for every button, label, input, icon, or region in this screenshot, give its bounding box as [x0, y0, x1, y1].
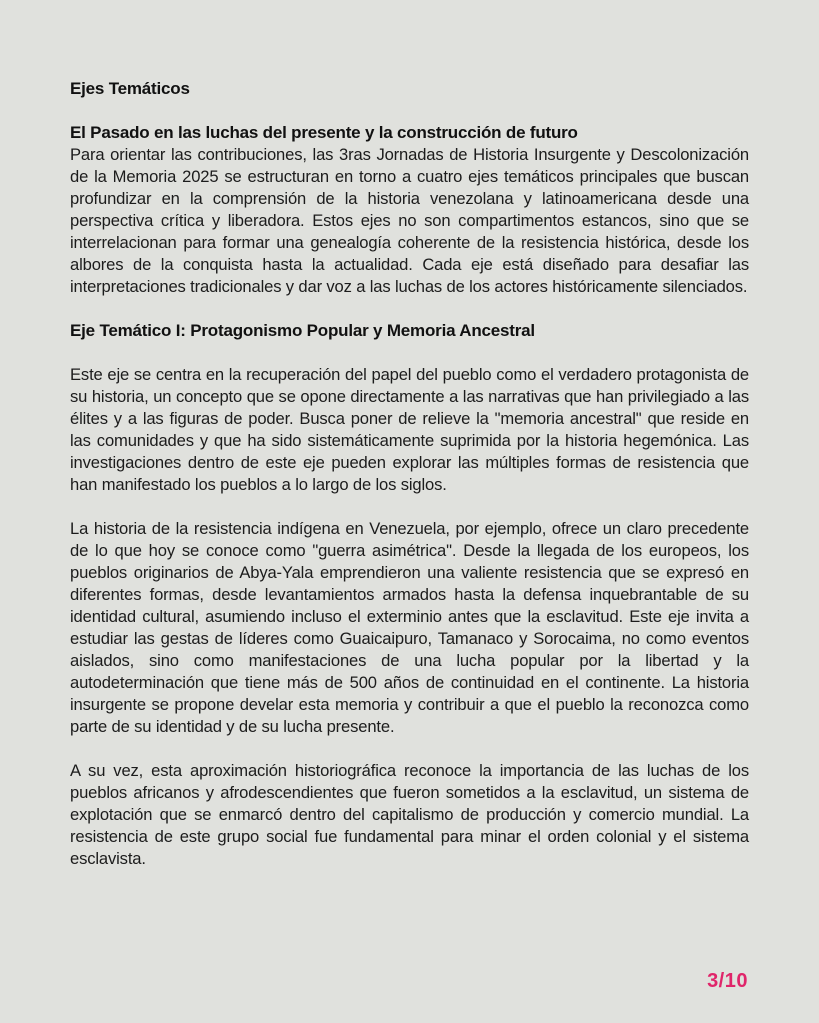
section-1-paragraph-1: Este eje se centra en la recuperación del papel del pueblo como el verdadero protagonista de su historia, un concepto que se opone directamente a las narrativas que han privilegiado a las élites y a las figuras de poder. Busca poner de relieve la "memoria ancestral" que reside en las comunidades y que ha sido sistemáticamente suprimida por la historia hegemónica. Las investigaciones dentro de este eje pueden explorar las múltiples formas de resistencia que han manifestado los pueblos a lo largo de los siglos. [70, 365, 749, 494]
intro-heading: El Pasado en las luchas del presente y la construcción de futuro [70, 123, 578, 142]
document-page [70, 78, 749, 870]
page-number: 3/10 [707, 970, 748, 992]
section-1-paragraph-2: La historia de la resistencia indígena en Venezuela, por ejemplo, ofrece un claro precedente de lo que hoy se conoce como "guerra asimétrica". Desde la llegada de los europeos, los pueblos originarios de Abya-Yala emprendieron una valiente resistencia que se expresó en diferentes formas, desde levantamientos armados hasta la defensa inquebrantable de su identidad cultural, asumiendo incluso el exterminio antes que la esclavitud. Este eje invita a estudiar las gestas de líderes como Guaicaipuro, Tamanaco y Sorocaima, no como eventos aislados, sino como manifestaciones de una lucha popular por la libertad y la autodeterminación que tiene más de 500 años de continuidad en el continente. La historia insurgente se propone develar esta memoria y contribuir a que el pueblo la reconozca como parte de su identidad y de su lucha presente. [70, 519, 749, 736]
document-title: Ejes Temáticos [70, 79, 190, 98]
section-1-heading: Eje Temático I: Protagonismo Popular y Memoria Ancestral [70, 321, 535, 340]
section-1-paragraph-3: A su vez, esta aproximación historiográfica reconoce la importancia de las luchas de los pueblos africanos y afrodescendientes que fueron sometidos a la esclavitud, un sistema de explotación que se enmarcó dentro del capitalismo de producción y comercio mundial. La resistencia de este grupo social fue fundamental para minar el orden colonial y el sistema esclavista. [70, 761, 749, 868]
intro-paragraph: Para orientar las contribuciones, las 3ras Jornadas de Historia Insurgente y Descolonización de la Memoria 2025 se estructuran en torno a cuatro ejes temáticos principales que buscan profundizar en la comprensión de la historia venezolana y latinoamericana desde una perspectiva crítica y liberadora. Estos ejes no son compartimentos estancos, sino que se interrelacionan para formar una genealogía coherente de la resistencia histórica, desde los albores de la conquista hasta la actualidad. Cada eje está diseñado para desafiar las interpretaciones tradicionales y dar voz a las luchas de los actores históricamente silenciados. [70, 145, 749, 296]
